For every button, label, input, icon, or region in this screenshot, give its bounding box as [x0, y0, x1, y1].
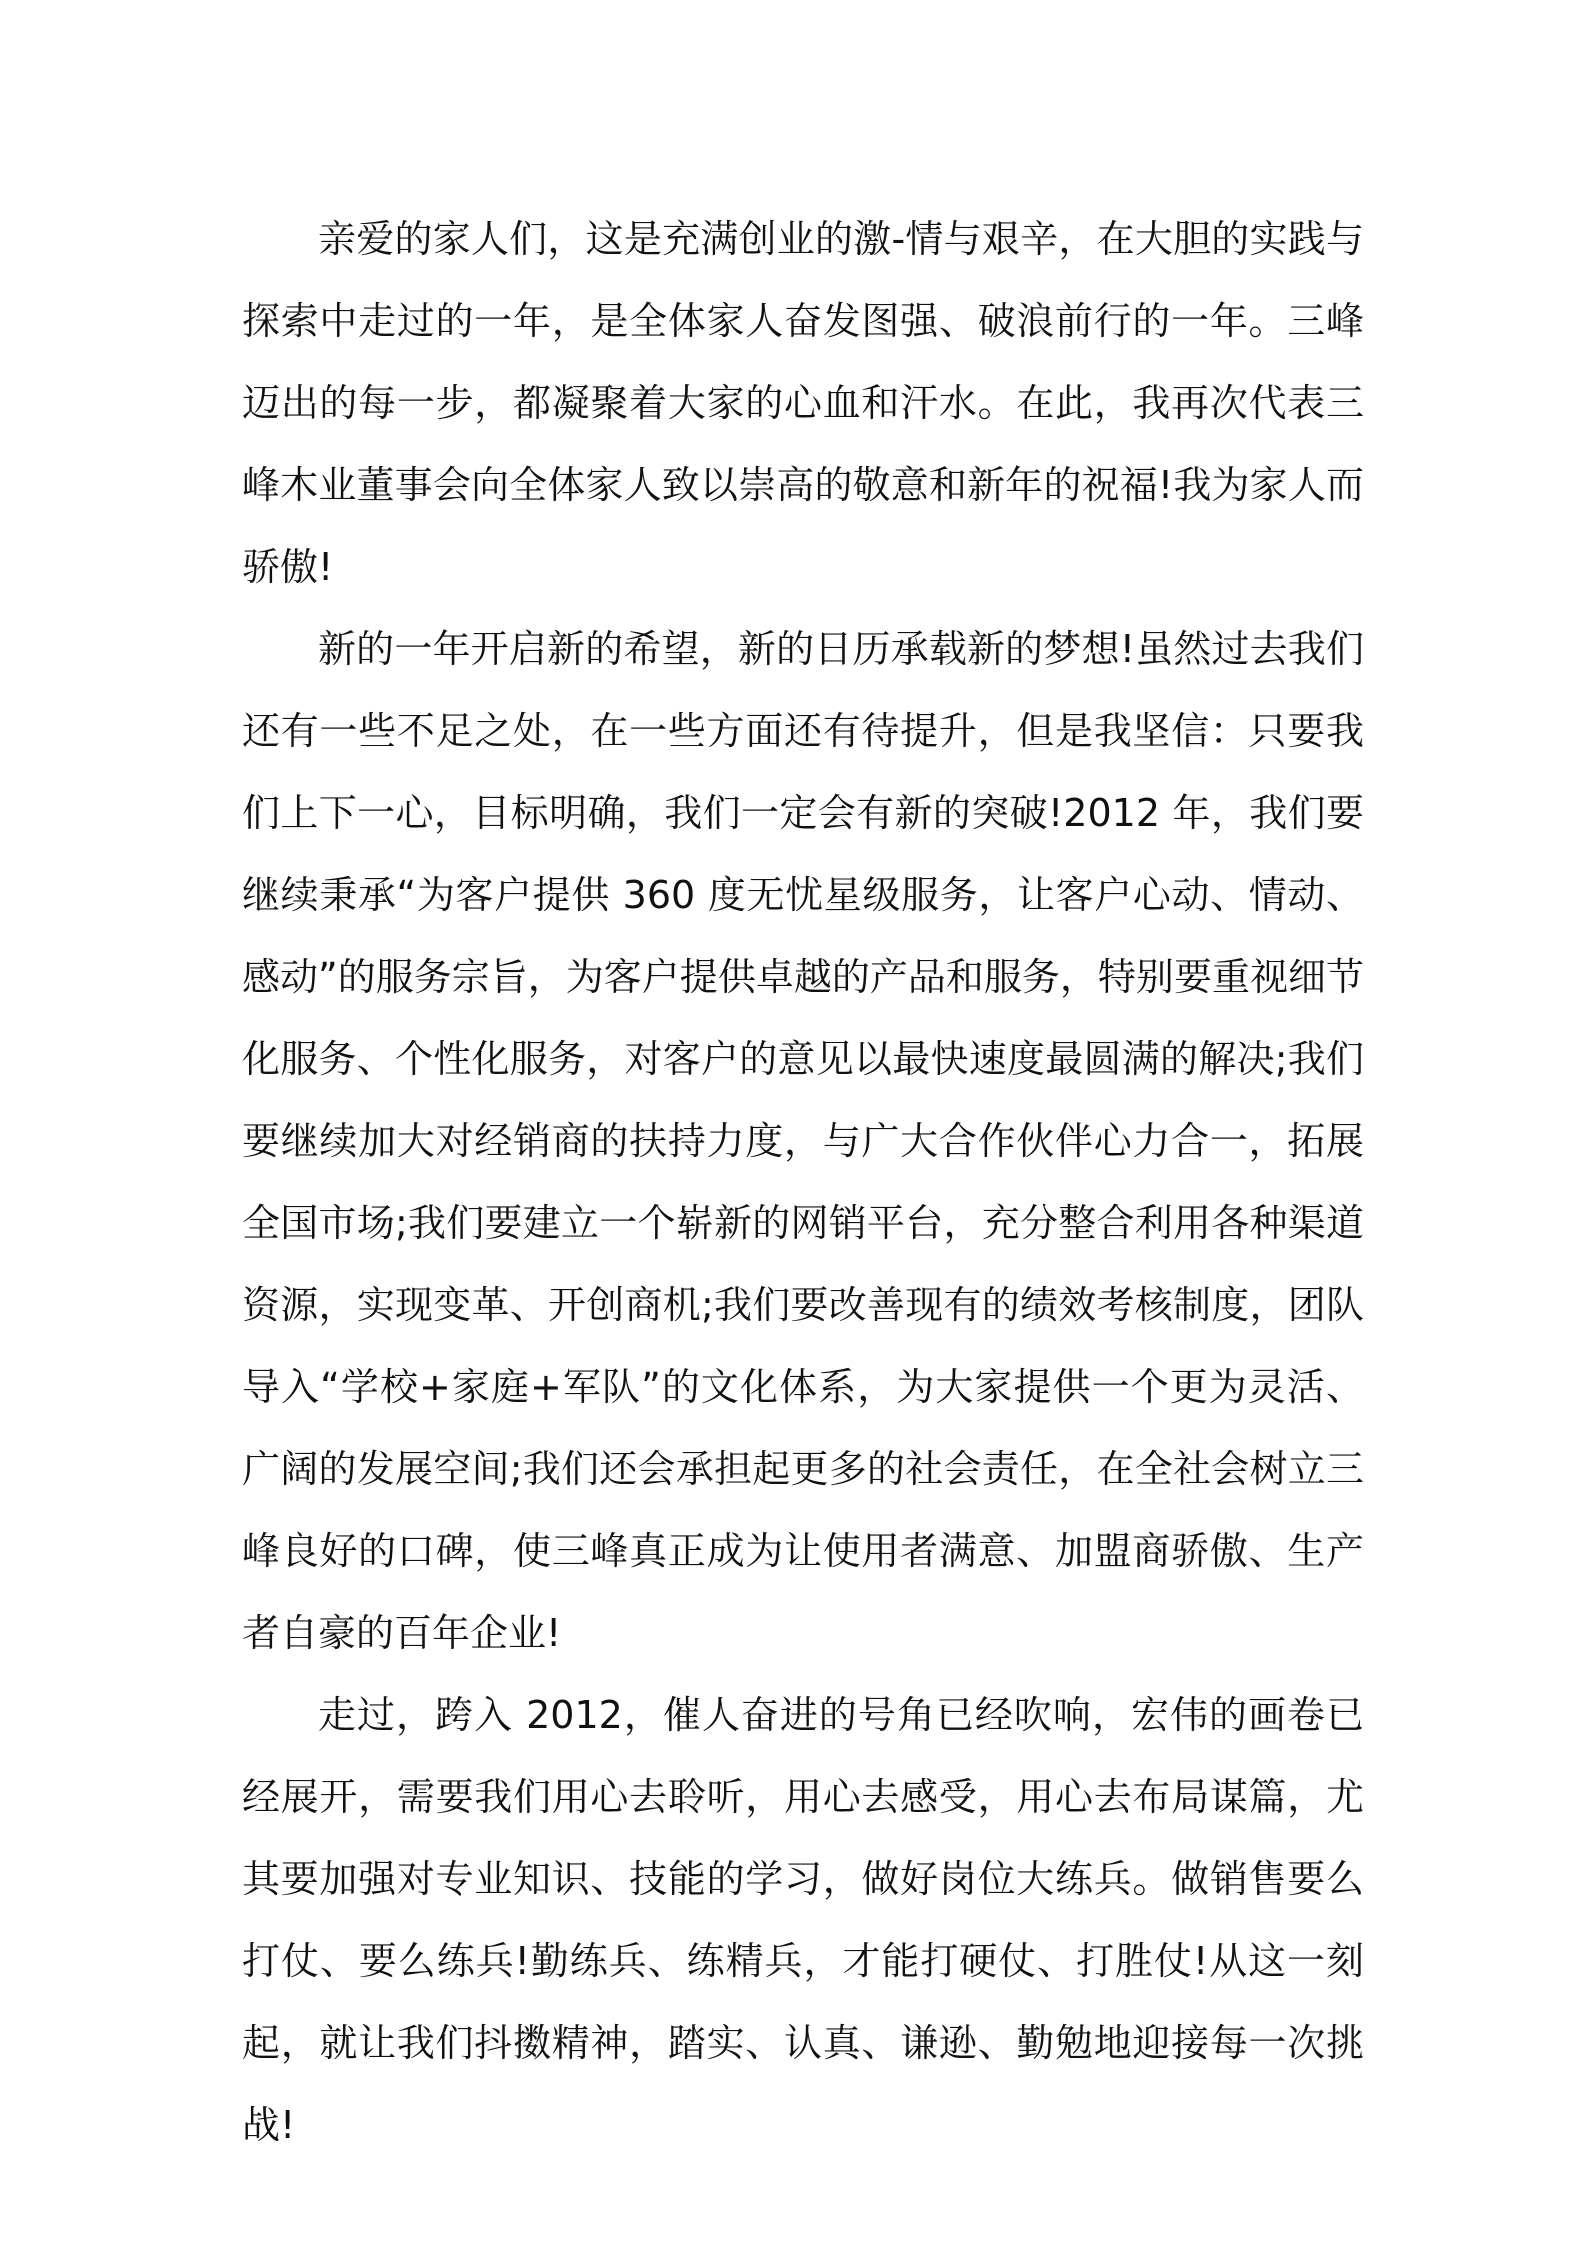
document-body — [242, 198, 1364, 2166]
paragraph-1: 亲爱的家人们，这是充满创业的激-情与艰辛，在大胆的实践与探索中走过的一年，是全体家人奋发图强、破浪前行的一年。三峰迈出的每一步，都凝聚着大家的心血和汗水。在此，我再次代表三峰木业董事会向全体家人致以崇高的敬意和新年的祝福!我为家人而骄傲! — [242, 217, 1364, 589]
paragraph-3: 走过，跨入 2012，催人奋进的号角已经吹响，宏伟的画卷已经展开，需要我们用心去聆听，用心去感受，用心去布局谋篇，尤其要加强对专业知识、技能的学习，做好岗位大练兵。做销售要么打仗、要么练兵!勤练兵、练精兵，才能打硬仗、打胜仗!从这一刻起，就让我们抖擞精神，踏实、认真、谦逊、勤勉地迎接每一次挑战! — [242, 1693, 1364, 2147]
paragraph-2: 新的一年开启新的希望，新的日历承载新的梦想!虽然过去我们还有一些不足之处，在一些方面还有待提升，但是我坚信：只要我们上下一心，目标明确，我们一定会有新的突破!2012 年，我们要继续秉承“为客户提供 360 度无忧星级服务，让客户心动、情动、感动”的服务宗旨，为客户提供卓越的产品和服务，特别要重视细节化服务、个性化服务，对客户的意见以最快速度最圆满的解决;我们要继续加大对经销商的扶持力度，与广大合作伙伴心力合一，拓展全国市场;我们要建立一个崭新的网销平台，充分整合利用各种渠道资源，实现变革、开创商机;我们要改善现有的绩效考核制度，团队导入“学校+家庭+军队”的文化体系，为大家提供一个更为灵活、广阔的发展空间;我们还会承担起更多的社会责任，在全社会树立三峰良好的口碑，使三峰真正成为让使用者满意、加盟商骄傲、生产者自豪的百年企业! — [242, 627, 1364, 1655]
